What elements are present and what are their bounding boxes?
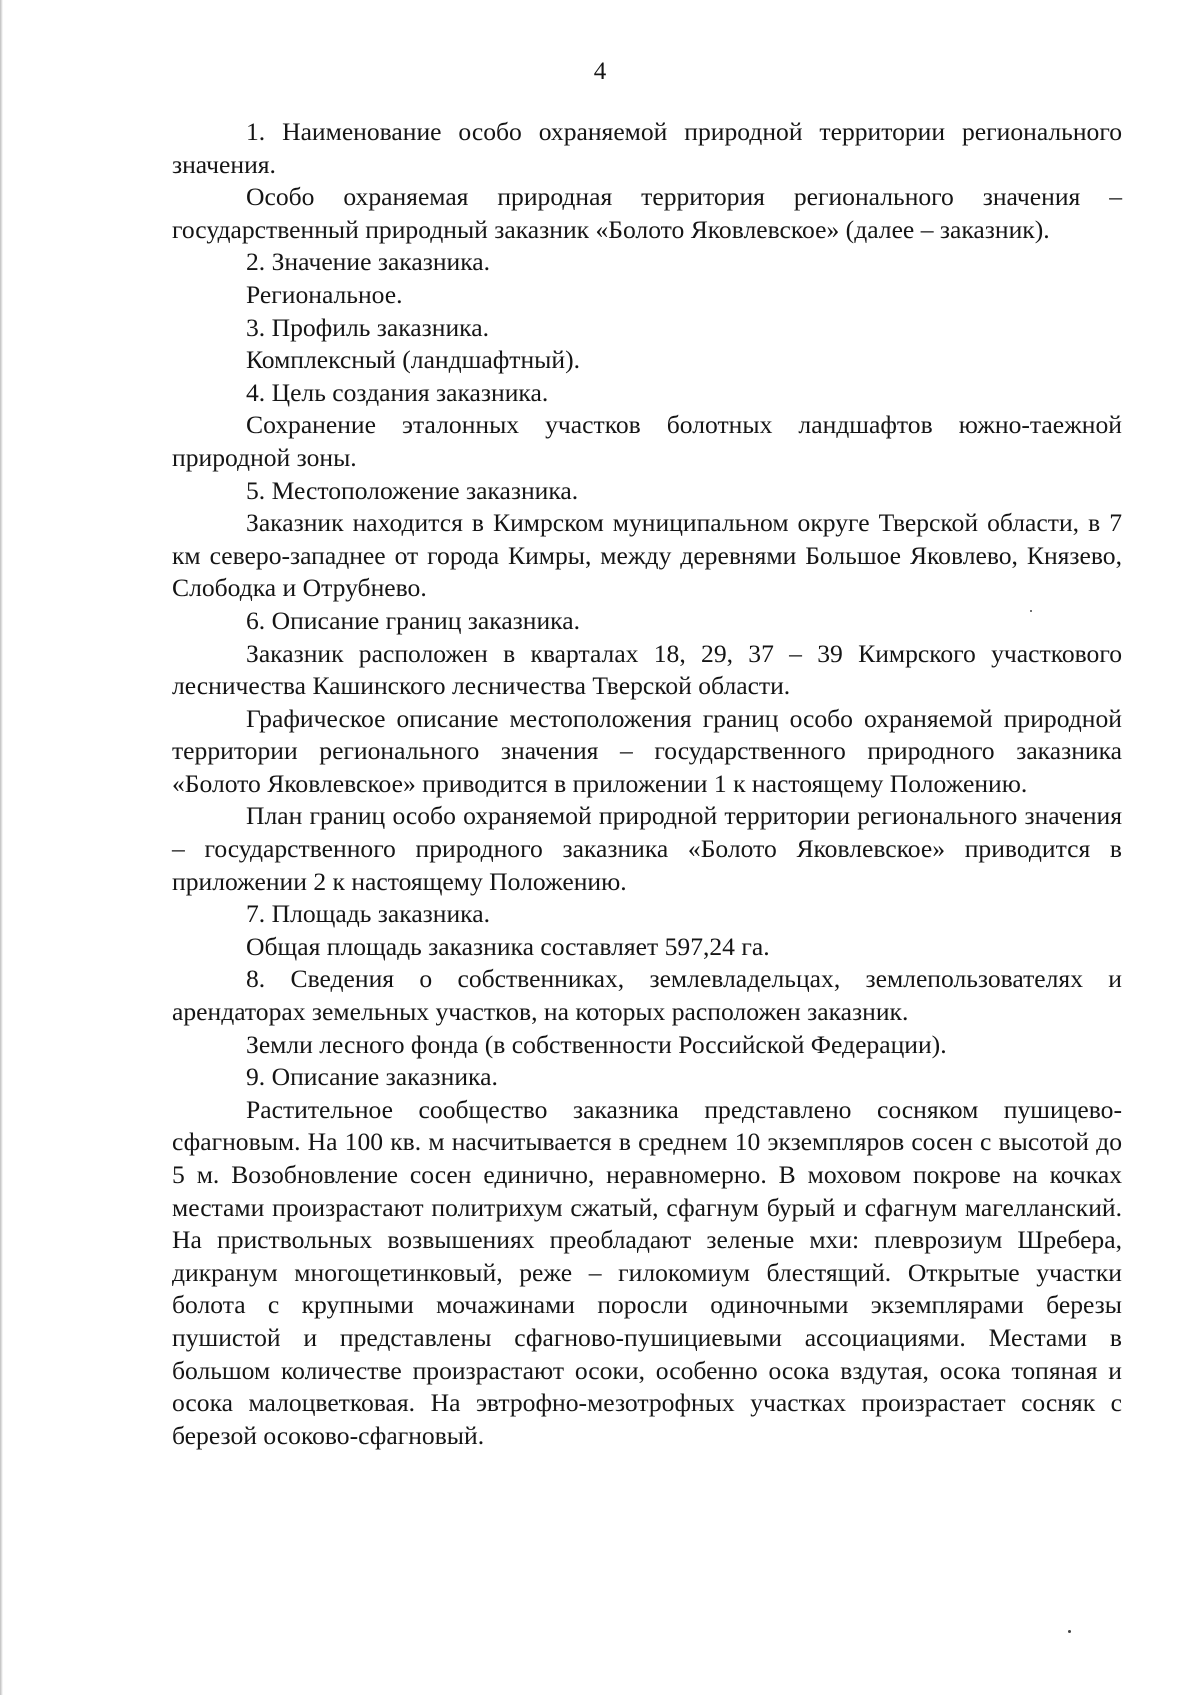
section-heading-profile: 3. Профиль заказника.: [246, 312, 489, 342]
paragraph-significance: Региональное.: [246, 279, 403, 309]
paragraph-boundaries-graphic: Графическое описание местоположения границ особо охраняемой природной территории регионального значения – государственного природного заказника «Болото Яковлевское» приводится в приложении 1 к настоящему Положению.: [172, 703, 1122, 798]
section-heading-area: 7. Площадь заказника.: [246, 899, 490, 929]
paragraph-territory-name: Особо охраняемая природная территория регионального значения – государственный природный заказник «Болото Яковлевское» (далее – заказник).: [172, 182, 1122, 244]
paragraph-area: Общая площадь заказника составляет 597,24 га.: [246, 931, 770, 961]
paragraph-owners: Земли лесного фонда (в собственности Российской Федерации).: [246, 1029, 947, 1059]
paragraph-profile: Комплексный (ландшафтный).: [246, 345, 580, 375]
section-heading-purpose: 4. Цель создания заказника.: [246, 377, 549, 407]
paragraph-boundaries-plan: План границ особо охраняемой природной территории регионального значения – государственного природного заказника «Болото Яковлевское» приводится в приложении 2 к настоящему Положению.: [172, 801, 1122, 896]
section-heading-boundaries: 6. Описание границ заказника.: [246, 605, 580, 635]
section-heading-significance: 2. Значение заказника.: [246, 247, 491, 277]
section-heading-owners: 8. Сведения о собственниках, землевладельцах, землепользователях и арендаторах земельных участков, на которых расположен заказник.: [172, 964, 1122, 1027]
paragraph-location: Заказник находится в Кимрском муниципальном округе Тверской области, в 7 км северо-западнее от города Кимры, между деревнями Большое Яковлево, Князево, Слободка и Отрубнево.: [172, 508, 1122, 603]
scan-speck: [1030, 610, 1032, 612]
scan-speck: [1068, 1630, 1071, 1633]
paragraph-boundaries-quarters: Заказник расположен в кварталах 18, 29, 37 – 39 Кимрского участкового лесничества Кашинского лесничества Тверской области.: [172, 638, 1122, 701]
section-heading-location: 5. Местоположение заказника.: [246, 475, 579, 505]
page-number: 4: [593, 58, 607, 85]
scan-edge: [0, 0, 3, 1695]
paragraph-description: Растительное сообщество заказника представлено сосняком пушицево-сфагновым. На 100 кв. м насчитывается в среднем 10 экземпляров сосен с высотой до 5 м. Возобновление сосен единично, неравномерно. В моховом покрове на кочках местами произрастают политрихум сжатый, сфагнум бурый и сфагнум магелланский. На приствольных возвышениях преобладают зеленые мхи: плеврозиум Шребера, дикранум многощетинковый, реже – гилокомиум блестящий. Открытые участки болота с крупными мочажинами поросли одиночными экземплярами березы пушистой и представлены сфагново-пушициевыми ассоциациями. Местами в большом количестве произрастают осоки, особенно осока вздутая, осока топяная и осока малоцветковая. На эвтрофно-мезотрофных участках произрастает сосняк с березой осоково-сфагновый.: [172, 1094, 1122, 1450]
section-heading-description: 9. Описание заказника.: [246, 1062, 498, 1092]
section-heading-name: 1. Наименование особо охраняемой природной территории регионального значения.: [172, 117, 1122, 179]
document-body: [172, 116, 1122, 1452]
paragraph-purpose: Сохранение эталонных участков болотных ландшафтов южно-таежной природной зоны.: [172, 410, 1122, 472]
